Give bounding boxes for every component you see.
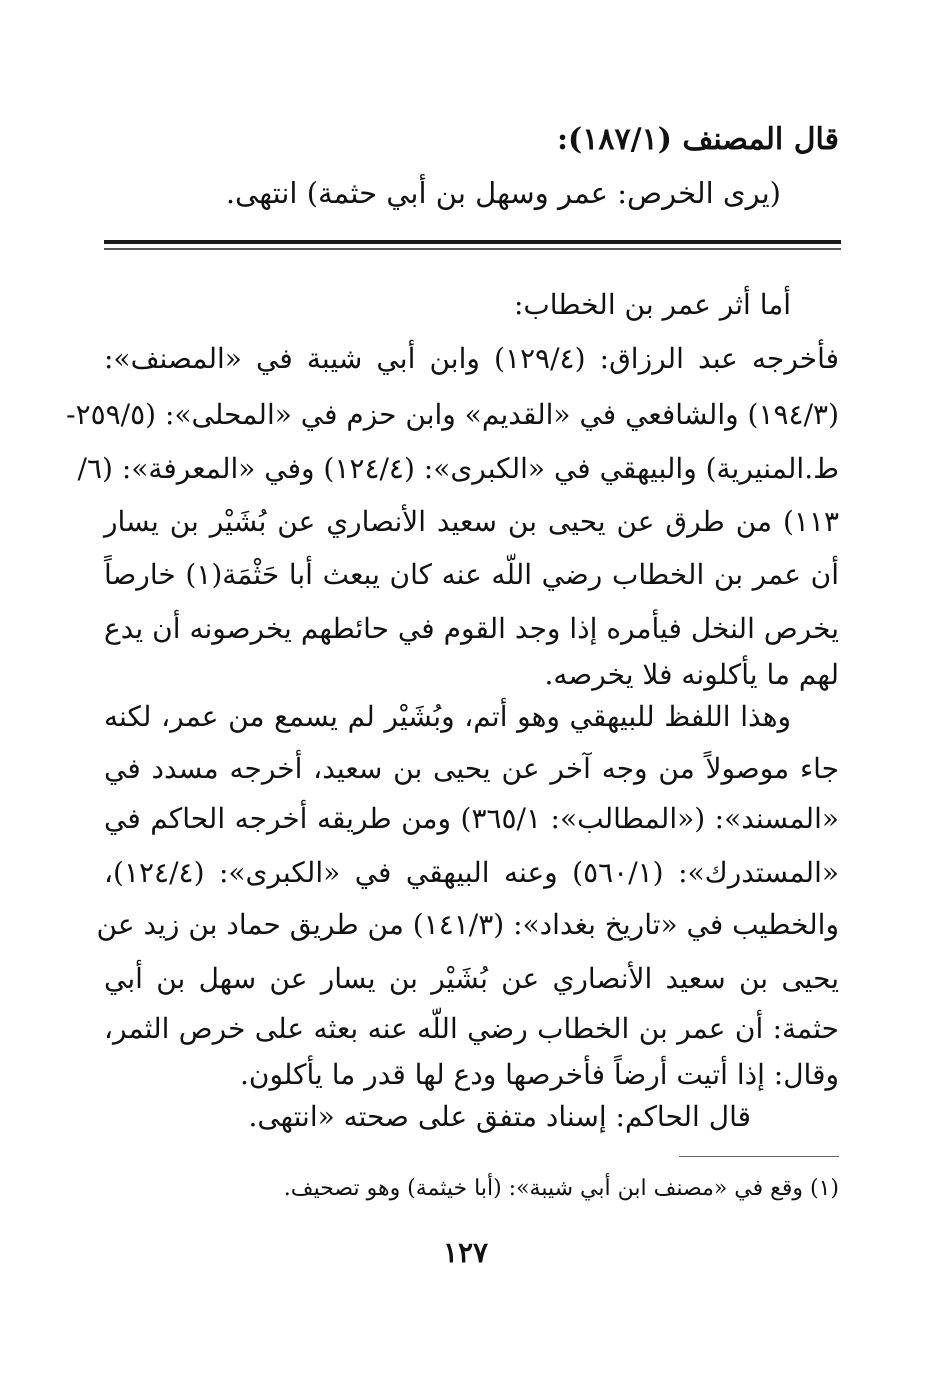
body-line: قال الحاكم: إسناد متفق على صحته «انتهى. — [248, 1100, 751, 1133]
separator-rule — [104, 240, 841, 244]
body-line: جاء موصولاً من وجه آخر عن يحيى بن سعيد، أخرجه مسدد في — [104, 752, 839, 785]
body-line: فأخرجه عبد الرزاق: (١٢٩/٤) وابن أبي شيبة في «المصنف»: — [104, 342, 839, 375]
body-line: (١٩٤/٣) والشافعي في «القديم» وابن حزم في «المحلى»: (٢٥٩/٥- — [66, 398, 839, 431]
body-line: ١١٣) من طرق عن يحيى بن سعيد الأنصاري عن بُشَيْر بن يسار — [104, 505, 839, 538]
page-number: ١٢٧ — [442, 1236, 489, 1269]
body-line: «المستدرك»: (٥٦٠/١) وعنه البيهقي في «الكبرى»: (١٢٤/٤)، — [104, 856, 839, 889]
quoted-statement: (يرى الخرص: عمر وسهل بن أبي حثمة) انتهى. — [225, 176, 781, 210]
section-heading: قال المصنف (١٨٧/١): — [556, 122, 839, 157]
body-line: لهم ما يأكلونه فلا يخرصه. — [544, 658, 839, 691]
body-line: أما أثر عمر بن الخطاب: — [513, 288, 791, 321]
body-line: والخطيب في «تاريخ بغداد»: (١٤١/٣) من طريق حماد بن زيد عن — [96, 908, 839, 941]
body-line: «المسند»: («المطالب»: ٣٦٥/١) ومن طريقه أخرجه الحاكم في — [104, 802, 839, 835]
body-line: أن عمر بن الخطاب رضي اللّه عنه كان يبعث أبا حَثْمَة(١) خارصاً — [104, 558, 839, 591]
separator-rule-thin — [104, 248, 841, 250]
body-line: يحيى بن سعيد الأنصاري عن بُشَيْر بن يسار عن سهل بن أبي — [104, 962, 839, 995]
body-line: وقال: إذا أتيت أرضاً فأخرصها ودع لها قدر ما يأكلون. — [239, 1058, 839, 1091]
body-line: حثمة: أن عمر بن الخطاب رضي اللّه عنه بعثه على خرص الثمر، — [104, 1012, 839, 1045]
body-line: وهذا اللفظ للبيهقي وهو أتم، وبُشَيْر لم يسمع من عمر، لكنه — [104, 700, 791, 733]
footnote-separator — [679, 1156, 839, 1157]
body-line: ط.المنيرية) والبيهقي في «الكبرى»: (١٢٤/٤) وفي «المعرفة»: (٦/ — [77, 452, 839, 485]
body-line: يخرص النخل فيأمره إذا وجد القوم في حائطهم يخرصونه أن يدع — [104, 612, 839, 645]
footnote: (١) وقع في «مصنف ابن أبي شيبة»: (أبا خيثمة) وهو تصحيف. — [283, 1176, 839, 1201]
